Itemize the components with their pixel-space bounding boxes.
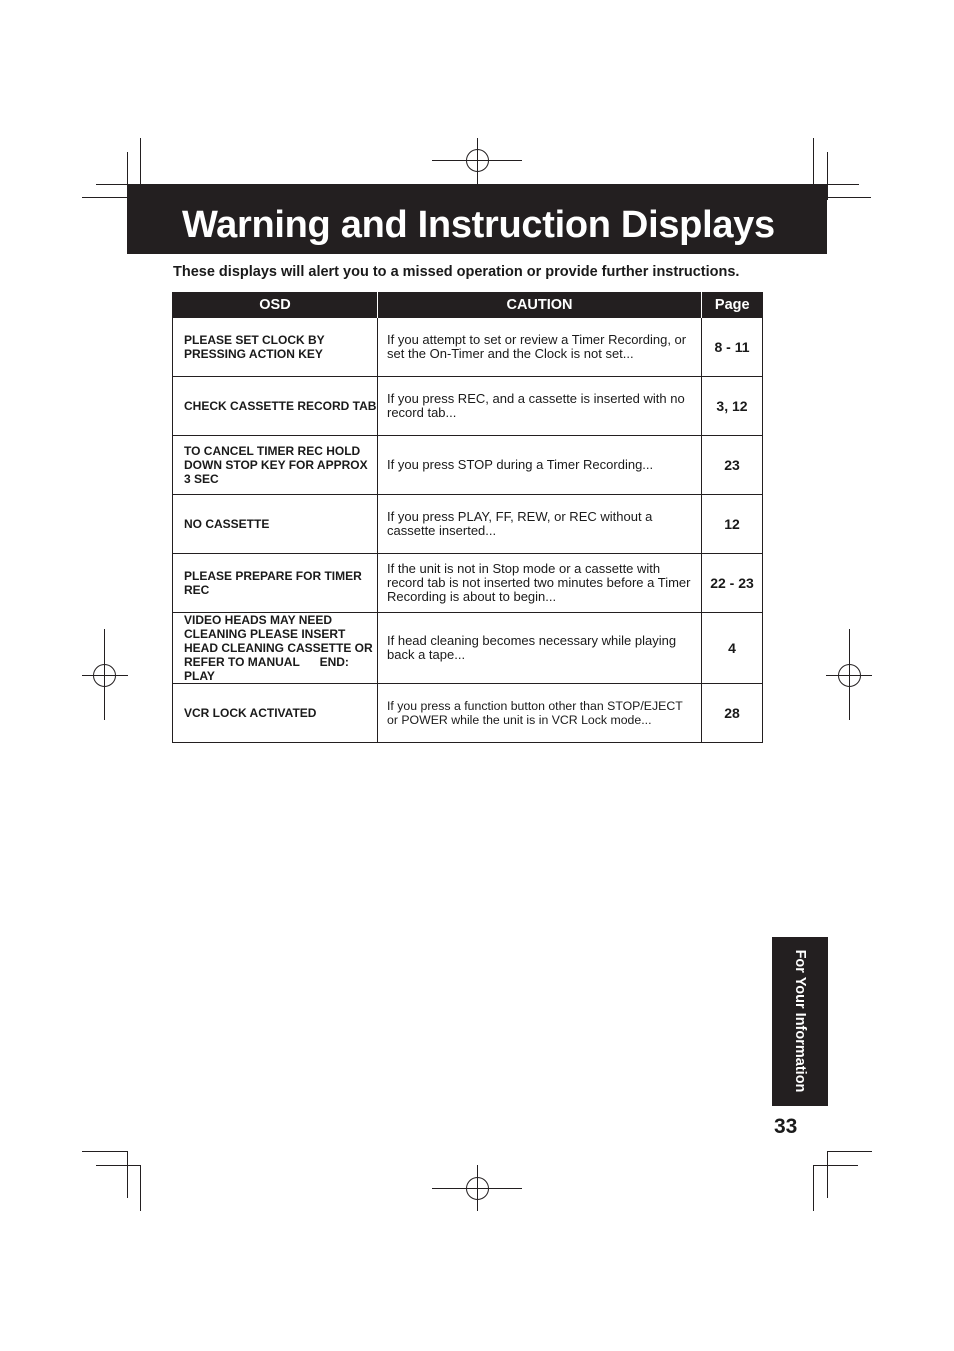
- page-title: Warning and Instruction Displays: [182, 204, 775, 246]
- page-cell: 12: [702, 495, 763, 554]
- intro-text: These displays will alert you to a missed operation or provide further instructions.: [173, 264, 740, 280]
- header-caution: CAUTION: [378, 292, 702, 318]
- osd-cell: NO CASSETTE: [173, 495, 378, 554]
- table-row: [173, 684, 763, 743]
- section-tab: [772, 937, 828, 1106]
- table-row: [173, 613, 763, 684]
- page-cell: 28: [702, 684, 763, 743]
- caution-cell: If you attempt to set or review a Timer Recording, or set the On-Timer and the Clock is not set...: [378, 318, 702, 377]
- caution-cell: If the unit is not in Stop mode or a cassette with record tab is not inserted two minutes before a Timer Recording is about to begin...: [378, 554, 702, 613]
- osd-cell: VIDEO HEADS MAY NEED CLEANING PLEASE INSERT HEAD CLEANING CASSETTE OR REFER TO MANUAL END: PLAY: [173, 613, 378, 684]
- page-cell: 3, 12: [702, 377, 763, 436]
- caution-cell: If you press a function button other than STOP/EJECT or POWER while the unit is in VCR Lock mode...: [378, 684, 702, 743]
- table-row: [173, 318, 763, 377]
- caution-cell: If head cleaning becomes necessary while playing back a tape...: [378, 613, 702, 684]
- table-row: [173, 495, 763, 554]
- page-cell: 23: [702, 436, 763, 495]
- caution-cell: If you press REC, and a cassette is inserted with no record tab...: [378, 377, 702, 436]
- header-page: Page: [702, 292, 763, 318]
- osd-cell: CHECK CASSETTE RECORD TAB: [173, 377, 378, 436]
- section-tab-label: For Your Information: [792, 949, 808, 1093]
- osd-cell: PLEASE PREPARE FOR TIMER REC: [173, 554, 378, 613]
- table-row: [173, 436, 763, 495]
- page-number: 33: [774, 1115, 798, 1138]
- title-bar: [127, 184, 827, 254]
- caution-cell: If you press PLAY, FF, REW, or REC without a cassette inserted...: [378, 495, 702, 554]
- osd-cell: PLEASE SET CLOCK BY PRESSING ACTION KEY: [173, 318, 378, 377]
- table-row: [173, 554, 763, 613]
- page-cell: 22 - 23: [702, 554, 763, 613]
- page-cell: 4: [702, 613, 763, 684]
- table-header-row: [173, 292, 763, 318]
- osd-cell: TO CANCEL TIMER REC HOLD DOWN STOP KEY FOR APPROX 3 SEC: [173, 436, 378, 495]
- page-cell: 8 - 11: [702, 318, 763, 377]
- osd-cell: VCR LOCK ACTIVATED: [173, 684, 378, 743]
- caution-cell: If you press STOP during a Timer Recording...: [378, 436, 702, 495]
- header-osd: OSD: [173, 292, 378, 318]
- warning-table: [172, 292, 763, 743]
- table-row: [173, 377, 763, 436]
